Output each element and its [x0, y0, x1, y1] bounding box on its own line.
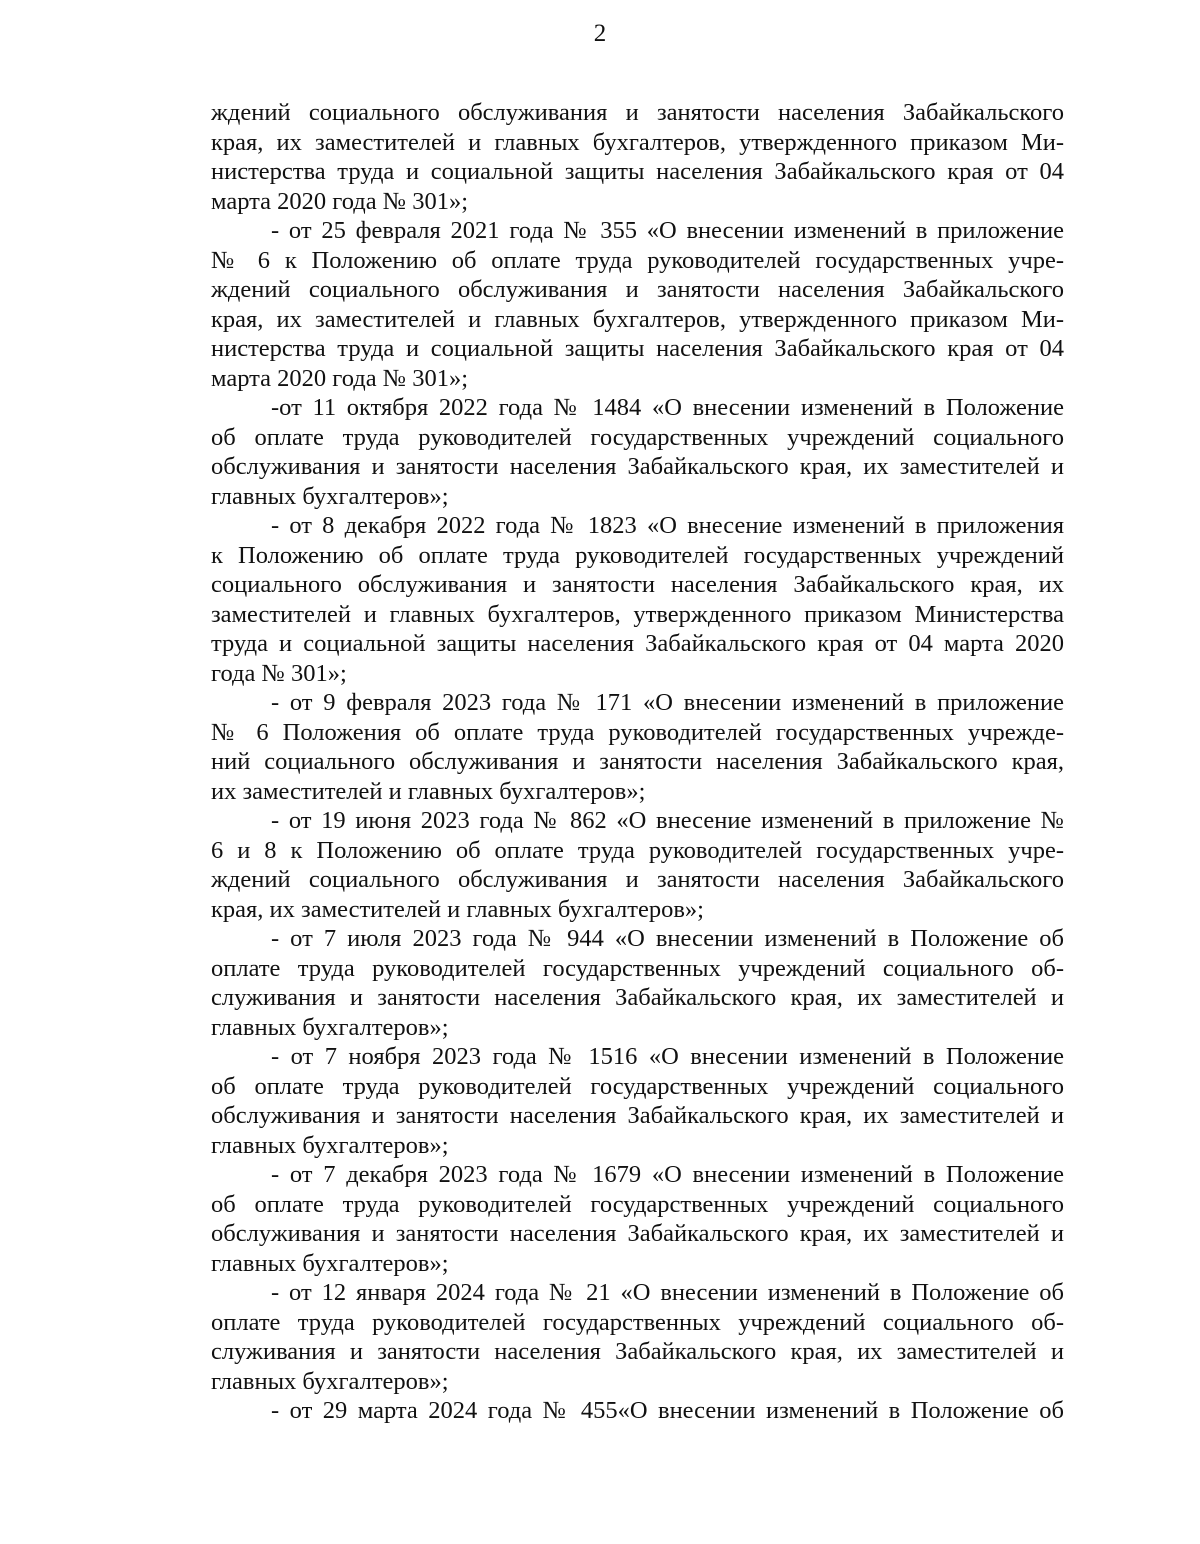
document-line: оплате труда руководителей государственных учреждений социального об-: [211, 954, 1064, 982]
document-line: оплате труда руководителей государственных учреждений социального об-: [211, 1308, 1064, 1336]
document-line: социального обслуживания и занятости населения Забайкальского края, их: [211, 571, 1064, 598]
document-line: - от 29 марта 2024 года № 455«О внесении изменений в Положение об: [271, 1397, 1064, 1424]
document-line: обслуживания и занятости населения Забайкальского края, их заместителей и: [211, 1220, 1064, 1247]
document-line: ждений социального обслуживания и занятости населения Забайкальского: [211, 276, 1064, 303]
document-line: - от 25 февраля 2021 года № 355 «О внесении изменений в приложение: [271, 217, 1064, 244]
document-line: - от 19 июня 2023 года № 862 «О внесение изменений в приложение №: [271, 807, 1064, 834]
document-line: года № 301»;: [211, 659, 347, 687]
document-line: марта 2020 года № 301»;: [211, 364, 469, 392]
document-line: края, их заместителей и главных бухгалтеров, утвержденного приказом Ми-: [211, 305, 1064, 333]
document-line: к Положению об оплате труда руководителей государственных учреждений: [211, 541, 1064, 569]
document-line: - от 7 декабря 2023 года № 1679 «О внесении изменений в Положение: [271, 1161, 1064, 1188]
document-line: 6 и 8 к Положению об оплате труда руководителей государственных учре-: [211, 836, 1064, 864]
document-line: ний социального обслуживания и занятости населения Забайкальского края,: [211, 748, 1064, 775]
document-line: обслуживания и занятости населения Забайкальского края, их заместителей и: [211, 1102, 1064, 1129]
document-line: ждений социального обслуживания и занятости населения Забайкальского: [211, 99, 1064, 126]
document-line: - от 8 декабря 2022 года № 1823 «О внесение изменений в приложения: [271, 512, 1064, 539]
document-line: труда и социальной защиты населения Забайкальского края от 04 марта 2020: [211, 630, 1064, 657]
document-line: № 6 к Положению об оплате труда руководителей государственных учре-: [211, 246, 1064, 274]
document-line: -от 11 октября 2022 года № 1484 «О внесении изменений в Положение: [271, 394, 1064, 421]
document-line: служивания и занятости населения Забайкальского края, их заместителей и: [211, 984, 1064, 1011]
document-line: № 6 Положения об оплате труда руководителей государственных учрежде-: [211, 718, 1064, 746]
document-line: заместителей и главных бухгалтеров, утвержденного приказом Министерства: [211, 600, 1064, 628]
document-line: главных бухгалтеров»;: [211, 482, 449, 510]
document-line: края, их заместителей и главных бухгалтеров, утвержденного приказом Ми-: [211, 128, 1064, 156]
document-line: ждений социального обслуживания и занятости населения Забайкальского: [211, 866, 1064, 893]
document-line: нистерства труда и социальной защиты населения Забайкальского края от 04: [211, 158, 1064, 185]
document-body: [211, 98, 1064, 1426]
document-line: об оплате труда руководителей государственных учреждений социального: [211, 423, 1064, 451]
document-line: об оплате труда руководителей государственных учреждений социального: [211, 1190, 1064, 1218]
document-line: главных бухгалтеров»;: [211, 1367, 449, 1395]
document-line: - от 7 ноября 2023 года № 1516 «О внесении изменений в Положение: [271, 1043, 1064, 1070]
document-line: служивания и занятости населения Забайкальского края, их заместителей и: [211, 1338, 1064, 1365]
document-line: - от 7 июля 2023 года № 944 «О внесении изменений в Положение об: [271, 925, 1064, 952]
document-line: края, их заместителей и главных бухгалтеров»;: [211, 895, 704, 923]
document-line: главных бухгалтеров»;: [211, 1131, 449, 1159]
page-number: 2: [593, 20, 607, 47]
document-line: - от 12 января 2024 года № 21 «О внесении изменений в Положение об: [271, 1279, 1064, 1306]
document-line: обслуживания и занятости населения Забайкальского края, их заместителей и: [211, 453, 1064, 480]
document-line: нистерства труда и социальной защиты населения Забайкальского края от 04: [211, 335, 1064, 362]
document-line: главных бухгалтеров»;: [211, 1249, 449, 1277]
document-line: их заместителей и главных бухгалтеров»;: [211, 777, 646, 805]
document-line: - от 9 февраля 2023 года № 171 «О внесении изменений в приложение: [271, 689, 1064, 716]
document-line: главных бухгалтеров»;: [211, 1013, 449, 1041]
document-line: об оплате труда руководителей государственных учреждений социального: [211, 1072, 1064, 1100]
document-line: марта 2020 года № 301»;: [211, 187, 469, 215]
